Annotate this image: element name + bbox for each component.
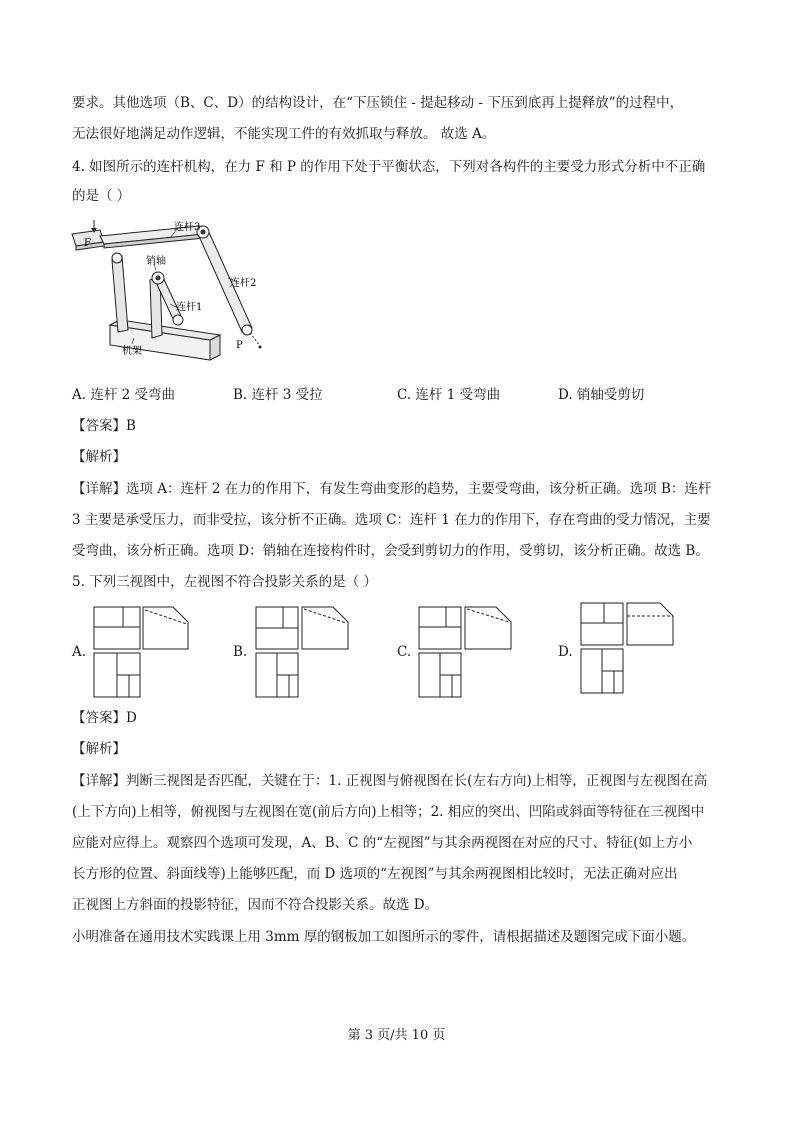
q4-analysis-tag: 【解析】 — [72, 449, 126, 465]
q5-analysis-tag: 【解析】 — [72, 741, 126, 757]
q5-option-c-views — [418, 606, 514, 698]
label-link1: 连杆1 — [176, 302, 203, 313]
q5-detail-line-4: 长方形的位置、斜面线等)上能够匹配，而 D 选项的“左视图”与其余两视图相比较时，无法正确对应出 — [72, 866, 678, 882]
q4-option-c: C. 连杆 1 受弯曲 — [397, 387, 501, 403]
intro-line-1: 要求。其他选项（B、C、D）的结构设计，在“下压锁住 - 提起移动 - 下压到底再上提释放”的过程中， — [72, 95, 684, 111]
q5-option-c-letter: C. — [397, 644, 412, 660]
q4-stem-line-2: 的是（ ） — [72, 188, 131, 204]
q4-answer: 【答案】B — [72, 418, 136, 434]
q5-stem: 5. 下列三视图中，左视图不符合投影关系的是（ ） — [72, 574, 377, 590]
label-p: P — [236, 340, 243, 351]
q5-option-a-views — [93, 606, 189, 698]
label-link3: 连杆3 — [174, 222, 201, 233]
frame-upright-left — [112, 256, 128, 332]
label-pin: 销轴 — [146, 256, 166, 267]
q5-option-b-views — [255, 606, 351, 698]
q5-detail-line-1: 【详解】判断三视图是否匹配，关键在于：1. 正视图与俯视图在长(左右方向)上相等，正视图与左视图在高 — [72, 773, 708, 789]
q4-detail-line-3: 受弯曲，该分析正确。选项 D：销轴在连接构件时，会受到剪切力的作用，受剪切，该分析正确。故选 B。 — [72, 543, 709, 559]
q4-option-b: B. 连杆 3 受拉 — [233, 387, 323, 403]
q4-option-d: D. 销轴受剪切 — [558, 387, 645, 403]
q4-stem-line-1: 4. 如图所示的连杆机构，在力 F 和 P 的作用下处于平衡状态，下列对各构件的主要受力形式分析中不正确 — [72, 159, 706, 175]
q5-detail-line-2: (上下方向)上相等，俯视图与左视图在宽(前后方向)上相等；2. 相应的突出、凹陷或斜面等特征在三视图中 — [72, 804, 705, 820]
q5-detail-line-5: 正视图上方斜面的投影特征，因而不符合投影关系。故选 D。 — [72, 897, 439, 913]
intro-line-2: 无法很好地满足动作逻辑，不能实现工件的有效抓取与释放。 故选 A。 — [72, 126, 496, 142]
q5-answer: 【答案】D — [72, 710, 137, 726]
q4-detail-line-1: 【详解】选项 A：连杆 2 在力的作用下，有发生弯曲变形的趋势，主要受弯曲，该分析正确。选项 B：连杆 — [72, 481, 712, 497]
next-question-intro: 小明准备在通用技术实践课上用 3mm 厚的钢板加工如图所示的零件，请根据描述及题图完成下面小题。 — [72, 929, 696, 945]
q5-option-d-letter: D. — [558, 644, 573, 660]
q5-detail-line-3: 应能对应得上。观察四个选项可发现，A、B、C 的“左视图”与其余两视图在对应的尺寸、特征(如上方小 — [72, 835, 693, 851]
label-link2: 连杆2 — [230, 278, 257, 289]
q4-option-a: A. 连杆 2 受弯曲 — [72, 387, 176, 403]
q5-option-d-views — [580, 602, 676, 694]
page-footer: 第 3 页/共 10 页 — [347, 1028, 446, 1043]
q5-option-a-letter: A. — [72, 644, 87, 660]
label-f: F — [84, 238, 91, 249]
label-frame: 机架 — [122, 346, 142, 357]
q5-option-b-letter: B. — [233, 644, 248, 660]
linkage-mechanism-figure — [70, 220, 270, 370]
q4-detail-line-2: 3 主要是承受压力，而非受拉，该分析不正确。选项 C：连杆 1 在力的作用下，存在弯曲的受力情况，主要 — [72, 512, 711, 528]
